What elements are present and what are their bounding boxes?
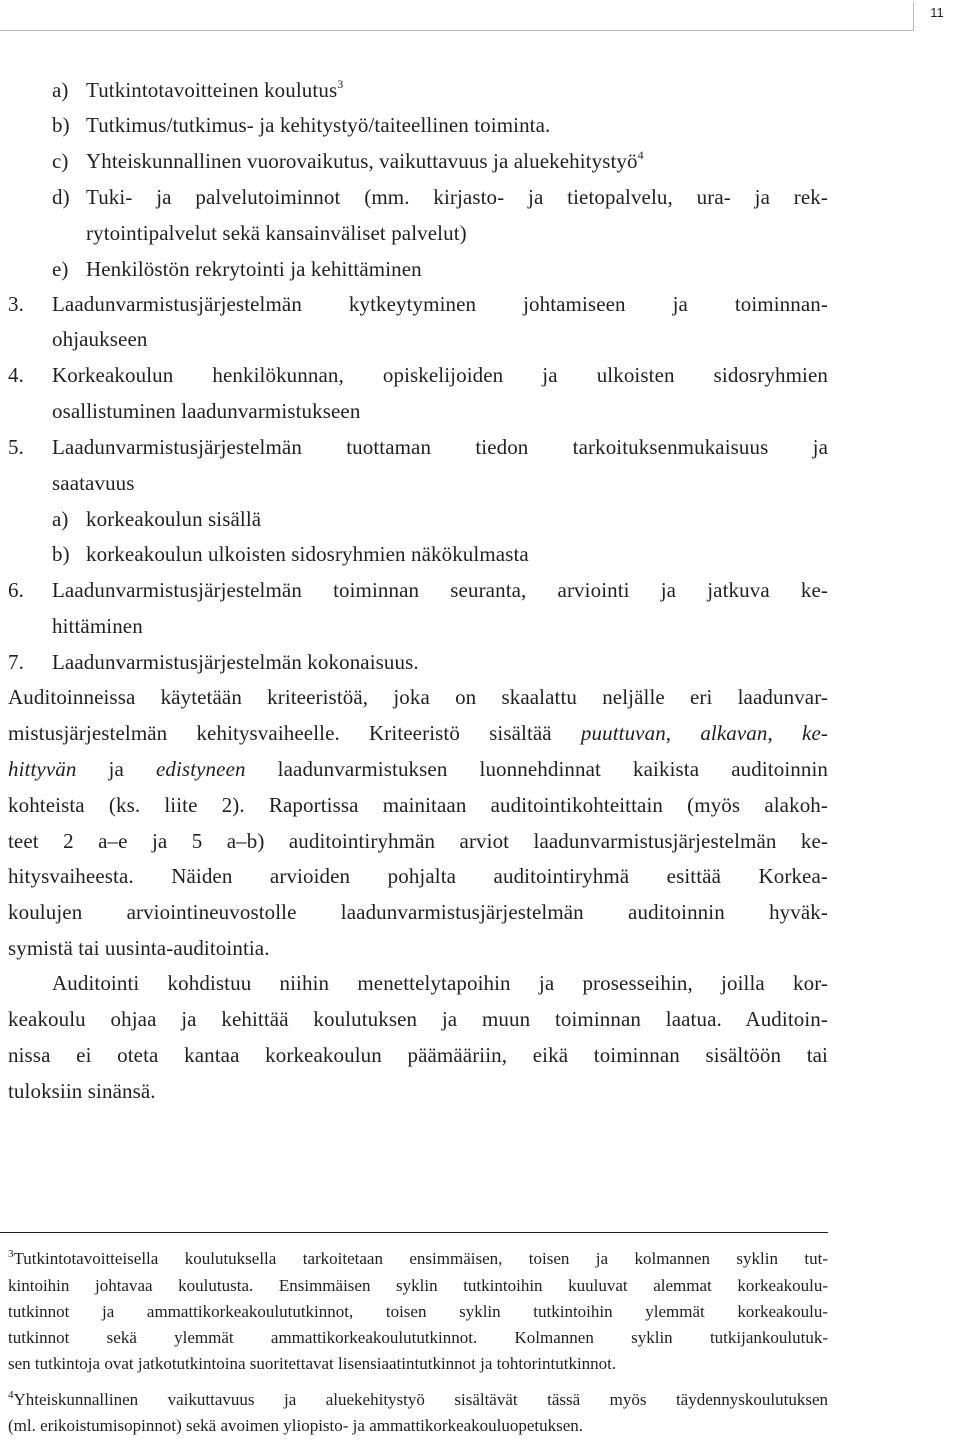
footnote-line: (ml. erikoistumisopinnot) sekä avoimen yliopisto- ja ammattikorkeakouluopetuksen.	[8, 1416, 584, 1435]
page-number: 11	[913, 2, 960, 30]
text-run: laadunvarmistuksen luonnehdinnat kaikista auditoinnin	[245, 757, 828, 781]
list-item	[52, 185, 828, 210]
paragraph-line: keakoulu ohjaa ja kehittää koulutuksen ja muun toiminnan laatua. Auditoin-	[8, 1007, 828, 1031]
footnote-text: Yhteiskunnallinen vaikuttavuus ja aluekehitystyö sisältävät tässä myös täydennyskoulutuksen	[13, 1390, 828, 1409]
paragraph-line: Auditoinneissa käytetään kriteeristöä, joka on skaalattu neljälle eri laadunvar-	[8, 685, 828, 709]
footnote-line: tutkinnot sekä ylemmät ammattikorkeakoulututkinnot. Kolmannen syklin tutkijankoulutuk-	[8, 1328, 828, 1347]
text-run: mistusjärjestelmän kehitysvaiheelle. Kriteeristö sisältää	[8, 721, 581, 745]
italic-term: edistyneen	[155, 757, 246, 781]
footnote-number: 4	[8, 1389, 14, 1401]
list-item	[8, 435, 828, 460]
list-item-continued: hittäminen	[52, 614, 143, 638]
paragraph-line: nissa ei oteta kantaa korkeakoulun päämääriin, eikä toiminnan sisältöön tai	[8, 1043, 828, 1067]
footnote-ref: 4	[637, 148, 644, 162]
italic-term: alkavan	[700, 721, 768, 745]
list-item	[52, 78, 343, 103]
list-item-continued: osallistuminen laadunvarmistukseen	[52, 399, 361, 423]
item-number: 7.	[8, 650, 24, 674]
item-number: 3.	[8, 292, 24, 316]
item-marker: e)	[52, 257, 69, 281]
footnote-text: Tutkintotavoitteisella koulutuksella tarkoitetaan ensimmäisen, toisen ja kolmannen syklin tut-	[13, 1249, 828, 1268]
paragraph-line	[8, 757, 828, 782]
paragraph-line: koulujen arviointineuvostolle laadunvarmistusjärjestelmän auditoinnin hyväk-	[8, 900, 828, 924]
item-text: Tutkimus/tutkimus- ja kehitystyö/taiteellinen toiminta.	[86, 113, 551, 137]
list-subitem	[52, 542, 529, 567]
item-text: Laadunvarmistusjärjestelmän kytkeytyminen johtamiseen ja toiminnan-	[52, 292, 828, 316]
item-number: 6.	[8, 578, 24, 602]
list-item	[52, 149, 644, 174]
item-text: korkeakoulun ulkoisten sidosryhmien näkökulmasta	[86, 542, 529, 566]
text-run: ,	[767, 721, 803, 745]
list-item-continued: rytointipalvelut sekä kansainväliset palvelut)	[86, 221, 467, 245]
item-text: Korkeakoulun henkilökunnan, opiskelijoiden ja ulkoisten sidosryhmien	[52, 363, 828, 387]
item-marker: a)	[52, 78, 69, 102]
list-item-continued: saatavuus	[52, 471, 135, 495]
item-text: korkeakoulun sisällä	[86, 507, 262, 531]
list-item	[52, 257, 422, 282]
item-text: Henkilöstön rekrytointi ja kehittäminen	[86, 257, 422, 281]
list-item	[8, 363, 828, 388]
item-text: Laadunvarmistusjärjestelmän toiminnan seuranta, arviointi ja jatkuva ke-	[52, 578, 828, 602]
paragraph-line: Auditointi kohdistuu niihin menettelytapoihin ja prosesseihin, joilla kor-	[52, 971, 828, 995]
item-marker: b)	[52, 113, 70, 137]
paragraph-line: kohteista (ks. liite 2). Raportissa mainitaan auditointikohteittain (myös alakoh-	[8, 793, 828, 817]
item-marker: c)	[52, 149, 69, 173]
item-text: Yhteiskunnallinen vuorovaikutus, vaikuttavuus ja aluekehitystyö	[86, 149, 638, 173]
item-marker: a)	[52, 507, 69, 531]
paragraph-line: hitysvaiheesta. Näiden arvioiden pohjalta auditointiryhmä esittää Korkea-	[8, 864, 828, 888]
text-run: ja	[76, 757, 156, 781]
item-number: 5.	[8, 435, 24, 459]
footnote-line: tutkinnot ja ammattikorkeakoulututkinnot, toisen syklin tutkintoihin ylemmät korkeakoulu-	[8, 1302, 828, 1321]
footnote-line	[8, 1249, 828, 1269]
footnote-number: 3	[8, 1248, 14, 1260]
paragraph-line: tuloksiin sinänsä.	[8, 1079, 156, 1103]
footnote-ref: 3	[337, 77, 344, 91]
italic-term: ke-	[802, 721, 828, 745]
footnote-line	[8, 1390, 828, 1410]
footnote-line: sen tutkintoja ovat jatkotutkintoina suoritettavat lisensiaatintutkinnot ja tohtorintutkinnot.	[8, 1354, 617, 1373]
text-run: ,	[665, 721, 701, 745]
item-text: Laadunvarmistusjärjestelmän kokonaisuus.	[52, 650, 419, 674]
paragraph-line: symistä tai uusinta-auditointia.	[8, 936, 270, 960]
item-text: Tutkintotavoitteinen koulutus	[86, 78, 338, 102]
header-rule	[0, 30, 914, 31]
item-number: 4.	[8, 363, 24, 387]
item-text: Tuki- ja palvelutoiminnot (mm. kirjasto- ja tietopalvelu, ura- ja rek-	[86, 185, 828, 209]
item-text: Laadunvarmistusjärjestelmän tuottaman tiedon tarkoituksenmukaisuus ja	[52, 435, 828, 459]
footnote-rule	[0, 1232, 828, 1233]
item-marker: d)	[52, 185, 70, 209]
list-item	[8, 650, 419, 675]
paragraph-line	[8, 721, 828, 746]
italic-term: puuttuvan	[580, 721, 666, 745]
list-item	[8, 292, 828, 317]
item-marker: b)	[52, 542, 70, 566]
list-item	[52, 113, 550, 138]
footnote-line: kintoihin johtavaa koulutusta. Ensimmäisen syklin tutkintoihin kuuluvat alemmat korkeakoulu-	[8, 1276, 828, 1295]
list-item-continued: ohjaukseen	[52, 327, 148, 351]
list-item	[8, 578, 828, 603]
paragraph-line: teet 2 a–e ja 5 a–b) auditointiryhmän arviot laadunvarmistusjärjestelmän ke-	[8, 829, 828, 853]
list-subitem	[52, 507, 261, 532]
italic-term: hittyvän	[8, 757, 77, 781]
